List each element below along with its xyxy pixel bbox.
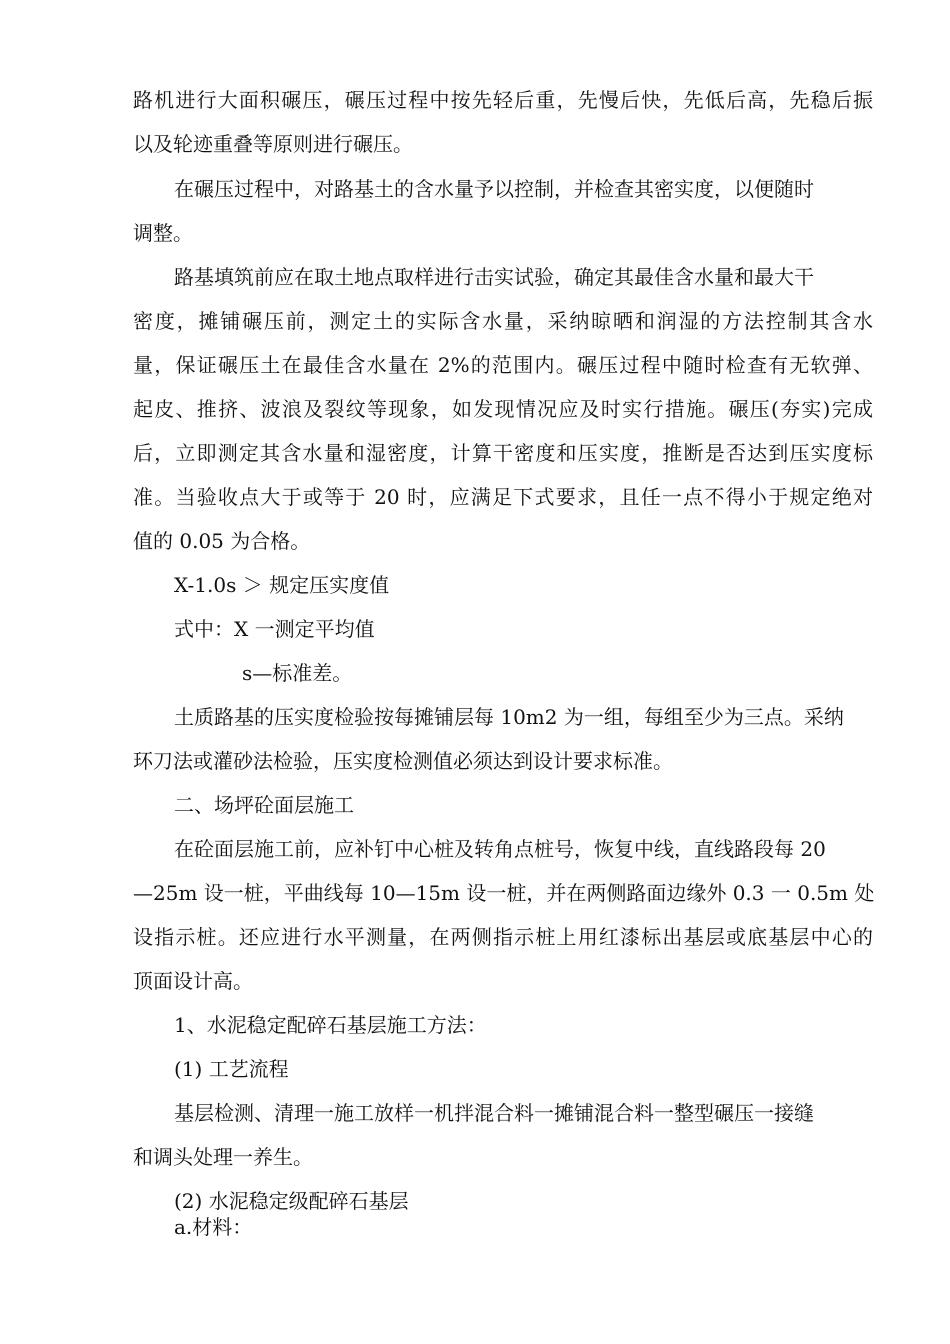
text-line: 土质路基的压实度检验按每摊铺层每 10m2 为一组，每组至少为三点。采纳 xyxy=(174,705,844,729)
text-line: 路基填筑前应在取土地点取样进行击实试验，确定其最佳含水量和最大干 xyxy=(174,265,814,289)
text-line: —25m 设一桩，平曲线每 10—15m 设一桩，并在两侧路面边缘外 0.3 一 0.5m 处 xyxy=(133,881,875,905)
text-line: 量，保证碾压土在最佳含水量在 2%的范围内。碾压过程中随时检查有无软弹、 xyxy=(133,353,873,377)
item-label: a.材料： xyxy=(174,1215,253,1239)
text-line: 后，立即测定其含水量和湿密度，计算干密度和压实度，推断是否达到压实度标 xyxy=(133,441,873,465)
text-line: 路机进行大面积碾压，碾压过程中按先轻后重，先慢后快，先低后高，先稳后振 xyxy=(133,88,873,112)
text-line: 准。当验收点大于或等于 20 时，应满足下式要求，且任一点不得小于规定绝对 xyxy=(133,485,873,509)
formula-legend: 式中：X 一测定平均值 xyxy=(174,617,375,641)
text-line: 设指示桩。还应进行水平测量，在两侧指示桩上用红漆标出基层或底基层中心的 xyxy=(133,925,873,949)
text-line: 调整。 xyxy=(133,221,193,245)
text-line: 和调头处理一养生。 xyxy=(133,1145,313,1169)
text-line: 起皮、推挤、波浪及裂纹等现象，如发现情况应及时实行措施。碾压(夯实)完成 xyxy=(133,397,873,421)
text-line: 环刀法或灌砂法检验，压实度检测值必须达到设计要求标准。 xyxy=(133,749,673,773)
text-line: 在碾压过程中，对路基土的含水量予以控制，并检查其密实度，以便随时 xyxy=(174,177,814,201)
text-line: 密度，摊铺碾压前，测定土的实际含水量，采纳晾晒和润湿的方法控制其含水 xyxy=(133,309,873,333)
formula-legend: s—标准差。 xyxy=(242,661,353,685)
text-line: 值的 0.05 为合格。 xyxy=(133,529,311,553)
text-line: 顶面设计高。 xyxy=(133,969,253,993)
subsection-heading: 1、水泥稳定配碎石基层施工方法： xyxy=(174,1013,487,1037)
text-line: 以及轮迹重叠等原则进行碾压。 xyxy=(133,132,413,156)
subsection-heading: (1) 工艺流程 xyxy=(174,1057,289,1081)
formula-line: X-1.0s ＞ 规定压实度值 xyxy=(174,573,390,597)
section-heading: 二、场坪砼面层施工 xyxy=(174,793,354,817)
text-line: 在砼面层施工前，应补钉中心桩及转角点桩号，恢复中线，直线路段每 20 xyxy=(174,837,826,861)
text-line: 基层检测、清理一施工放样一机拌混合料一摊铺混合料一整型碾压一接缝 xyxy=(174,1101,814,1125)
subsection-heading: (2) 水泥稳定级配碎石基层 xyxy=(174,1189,409,1213)
